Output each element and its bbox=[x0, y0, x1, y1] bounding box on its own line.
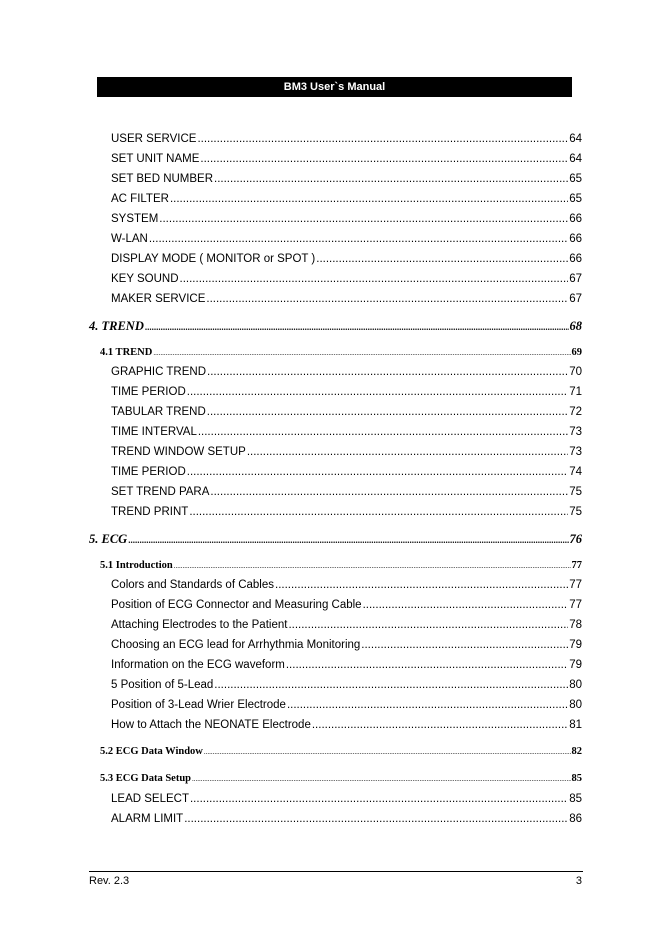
toc-entry[interactable] bbox=[111, 271, 582, 287]
toc-entry-page: 65 bbox=[569, 193, 582, 205]
toc-entry[interactable] bbox=[111, 637, 582, 653]
toc-entry-page: 77 bbox=[569, 599, 582, 611]
toc-entry[interactable] bbox=[111, 171, 582, 187]
toc-entry-label: Position of ECG Connector and Measuring Cable bbox=[111, 599, 362, 611]
toc-entry[interactable] bbox=[111, 577, 582, 593]
toc-entry[interactable] bbox=[111, 717, 582, 733]
toc-section-page: 82 bbox=[571, 746, 582, 757]
toc-entry-label: TABULAR TREND bbox=[111, 406, 206, 418]
toc-entry-label: TREND PRINT bbox=[111, 506, 189, 518]
toc-entry-label: USER SERVICE bbox=[111, 133, 197, 145]
toc-chapter-page: 76 bbox=[569, 532, 582, 546]
toc-entry[interactable] bbox=[111, 697, 582, 713]
manual-title: BM3 User`s Manual bbox=[283, 81, 386, 93]
toc-entry-label: Choosing an ECG lead for Arrhythmia Monitoring bbox=[111, 639, 361, 651]
toc-entry-label: GRAPHIC TREND bbox=[111, 366, 206, 378]
toc-section-label: 4.1 TREND bbox=[100, 347, 153, 358]
toc-entry-label: Position of 3-Lead Wrier Electrode bbox=[111, 699, 286, 711]
toc-entry-label: TREND WINDOW SETUP bbox=[111, 446, 246, 458]
toc-entry[interactable] bbox=[111, 484, 582, 500]
toc-entry-label: LEAD SELECT bbox=[111, 793, 189, 805]
toc-entry-label: TIME INTERVAL bbox=[111, 426, 197, 438]
toc-entry-label: MAKER SERVICE bbox=[111, 293, 206, 305]
toc-entry[interactable] bbox=[111, 657, 582, 673]
toc-entry-page: 66 bbox=[569, 213, 582, 225]
toc-chapter-label: 5. ECG bbox=[89, 532, 128, 546]
toc-entry-label: Colors and Standards of Cables bbox=[111, 579, 275, 591]
toc-entry-page: 67 bbox=[569, 273, 582, 285]
toc-entry[interactable] bbox=[111, 464, 582, 480]
toc-entry-page: 80 bbox=[569, 679, 582, 691]
toc-section-page: 85 bbox=[571, 773, 582, 784]
footer-page-number: 3 bbox=[575, 875, 582, 887]
toc-entry-page: 75 bbox=[569, 486, 582, 498]
toc-entry-label: TIME PERIOD bbox=[111, 466, 186, 478]
toc-entry[interactable] bbox=[111, 677, 582, 693]
toc-entry-page: 64 bbox=[569, 153, 582, 165]
toc-entry[interactable] bbox=[111, 404, 582, 420]
toc-entry[interactable] bbox=[111, 384, 582, 400]
toc-entry-label: SET UNIT NAME bbox=[111, 153, 200, 165]
toc-entry-label: How to Attach the NEONATE Electrode bbox=[111, 719, 311, 731]
toc-entry-page: 66 bbox=[569, 253, 582, 265]
footer-revision: Rev. 2.3 bbox=[89, 875, 130, 887]
toc-section[interactable] bbox=[100, 771, 582, 787]
toc-entry-page: 81 bbox=[569, 719, 582, 731]
toc-entry[interactable] bbox=[111, 151, 582, 167]
toc-entry-label: Attaching Electrodes to the Patient bbox=[111, 619, 288, 631]
toc-entry-label: KEY SOUND bbox=[111, 273, 179, 285]
toc-entry[interactable] bbox=[111, 211, 582, 227]
toc-entry-page: 64 bbox=[569, 133, 582, 145]
toc-entry-label: ALARM LIMIT bbox=[111, 813, 184, 825]
toc-section-label: 5.1 Introduction bbox=[100, 560, 173, 571]
toc-entry-page: 79 bbox=[569, 639, 582, 651]
toc-entry-page: 75 bbox=[569, 506, 582, 518]
toc-entry-page: 65 bbox=[569, 173, 582, 185]
toc-entry-page: 67 bbox=[569, 293, 582, 305]
toc-entry[interactable] bbox=[111, 811, 582, 827]
toc-entry-page: 66 bbox=[569, 233, 582, 245]
toc-section-label: 5.2 ECG Data Window bbox=[100, 746, 203, 757]
toc-entry-label: TIME PERIOD bbox=[111, 386, 186, 398]
toc-chapter-page: 68 bbox=[569, 319, 582, 333]
toc-entry-page: 73 bbox=[569, 446, 582, 458]
toc-chapter[interactable] bbox=[89, 530, 582, 548]
toc-chapter[interactable] bbox=[89, 317, 582, 335]
toc-entry-page: 70 bbox=[569, 366, 582, 378]
toc-entry-page: 80 bbox=[569, 699, 582, 711]
toc-entry-label: W-LAN bbox=[111, 233, 148, 245]
toc-entry-label: SET TREND PARA bbox=[111, 486, 210, 498]
toc-section[interactable] bbox=[100, 744, 582, 760]
manual-header-bar bbox=[97, 77, 572, 97]
toc-chapter-label: 4. TREND bbox=[89, 319, 144, 333]
toc-entry[interactable] bbox=[111, 364, 582, 380]
toc-entry-page: 77 bbox=[569, 579, 582, 591]
toc-entry-page: 74 bbox=[569, 466, 582, 478]
toc-entry-label: SYSTEM bbox=[111, 213, 159, 225]
footer-divider bbox=[89, 871, 583, 872]
toc-entry-label: Information on the ECG waveform bbox=[111, 659, 285, 671]
toc-entry-label: DISPLAY MODE ( MONITOR or SPOT ) bbox=[111, 253, 316, 265]
toc-entry-page: 71 bbox=[569, 386, 582, 398]
toc-entry[interactable] bbox=[111, 191, 582, 207]
toc-entry[interactable] bbox=[111, 504, 582, 520]
toc-entry[interactable] bbox=[111, 597, 582, 613]
toc-section-label: 5.3 ECG Data Setup bbox=[100, 773, 192, 784]
toc-section-page: 69 bbox=[571, 347, 582, 358]
toc-entry-page: 86 bbox=[569, 813, 582, 825]
toc-entry-page: 79 bbox=[569, 659, 582, 671]
toc-entry[interactable] bbox=[111, 131, 582, 147]
toc-entry[interactable] bbox=[111, 251, 582, 267]
toc-entry[interactable] bbox=[111, 791, 582, 807]
toc-entry-page: 78 bbox=[569, 619, 582, 631]
toc-entry[interactable] bbox=[111, 617, 582, 633]
toc-entry-page: 73 bbox=[569, 426, 582, 438]
toc-entry-page: 85 bbox=[569, 793, 582, 805]
toc-entry-label: 5 Position of 5-Lead bbox=[111, 679, 214, 691]
toc-section[interactable] bbox=[100, 345, 582, 361]
toc-entry[interactable] bbox=[111, 231, 582, 247]
toc-entry-label: AC FILTER bbox=[111, 193, 169, 205]
toc-entry-page: 72 bbox=[569, 406, 582, 418]
toc-section[interactable] bbox=[100, 558, 582, 574]
toc-entry[interactable] bbox=[111, 444, 582, 460]
toc-entry[interactable] bbox=[111, 291, 582, 307]
toc-entry[interactable] bbox=[111, 424, 582, 440]
toc-entry-label: SET BED NUMBER bbox=[111, 173, 214, 185]
toc-section-page: 77 bbox=[571, 560, 582, 571]
